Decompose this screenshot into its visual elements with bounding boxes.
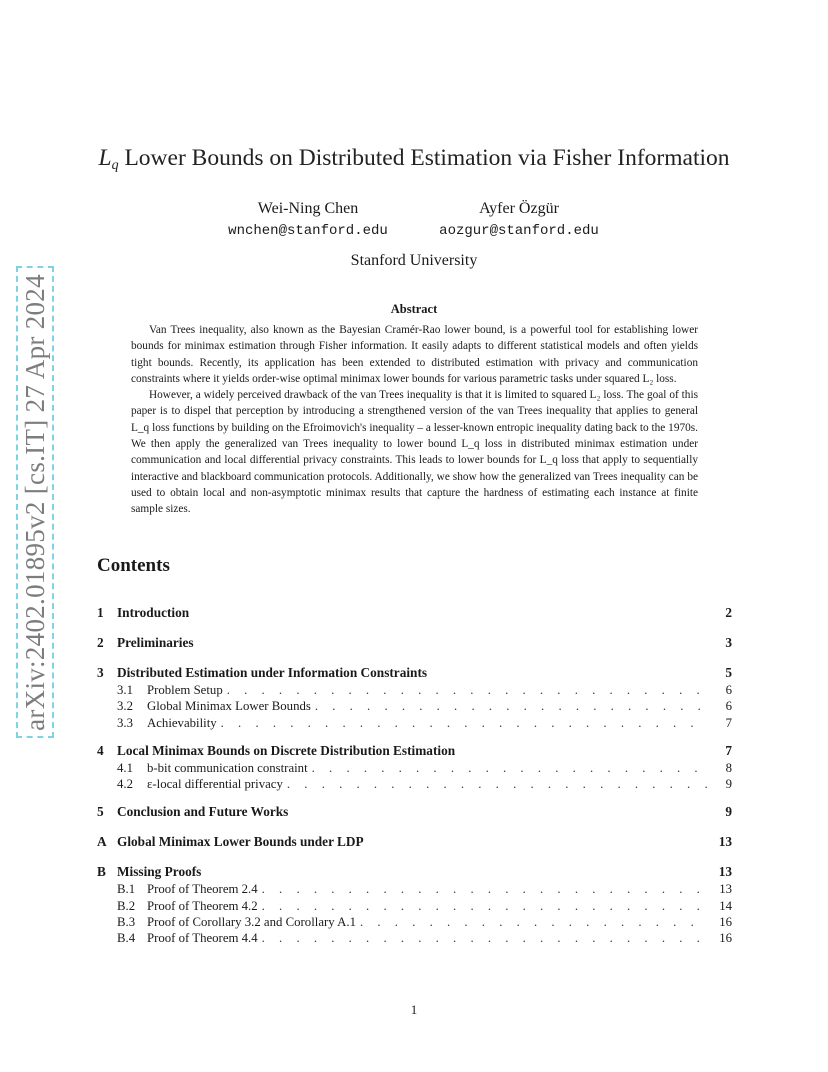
toc-leader (315, 698, 708, 714)
toc-title: Local Minimax Bounds on Discrete Distribution Estimation (117, 742, 456, 758)
toc-leader (360, 914, 708, 930)
toc-number: B.3 (117, 915, 136, 930)
toc-page: 13 (718, 834, 732, 850)
abstract-body (131, 322, 698, 518)
toc-title: Global Minimax Lower Bounds under LDP (117, 834, 364, 850)
toc-title: Global Minimax Lower Bounds (147, 699, 311, 714)
toc-page: 13 (718, 864, 732, 880)
title-symbol: L (98, 145, 112, 171)
toc-page: 5 (725, 665, 732, 680)
toc-number: B.2 (117, 898, 136, 913)
toc-page: 13 (719, 882, 732, 897)
toc-number: 4.2 (117, 777, 133, 792)
toc-leader (227, 682, 708, 698)
toc-title: Introduction (117, 605, 190, 620)
toc-page: 9 (725, 804, 732, 820)
toc-title: Achievability (147, 715, 217, 730)
toc-page: 3 (725, 635, 732, 650)
toc-leader (312, 760, 708, 776)
toc-number: 5 (97, 804, 104, 820)
toc-title: Missing Proofs (117, 864, 202, 880)
toc-title: Proof of Theorem 4.2 (147, 898, 258, 913)
toc-subsection[interactable] (97, 881, 732, 897)
toc-subsection[interactable] (97, 914, 732, 930)
affiliation: Stanford University (350, 252, 478, 269)
toc-leader (262, 881, 708, 897)
toc-number: 4 (97, 742, 104, 758)
toc-title: Proof of Corollary 3.2 and Corollary A.1 (147, 915, 356, 930)
toc-title: Problem Setup (147, 683, 223, 697)
title-subscript: q (111, 158, 119, 173)
author-2 (409, 200, 629, 239)
toc-subsection[interactable] (97, 898, 732, 914)
toc-leader (262, 930, 708, 946)
toc-number: B.4 (117, 931, 136, 946)
toc-page: 6 (725, 683, 732, 697)
toc-title: ε-local differential privacy (147, 777, 283, 792)
toc-number: 3 (97, 665, 104, 680)
toc-number: 2 (97, 635, 104, 650)
paper-title (0, 145, 828, 174)
toc-title: b-bit communication constraint (147, 760, 308, 775)
author-name: Ayfer Özgür (479, 200, 559, 217)
toc-section[interactable] (97, 604, 732, 622)
contents-heading: Contents (97, 555, 170, 576)
toc-section[interactable] (97, 634, 732, 652)
arxiv-stamp (16, 266, 54, 738)
toc-number: 3.3 (117, 715, 133, 730)
toc-section[interactable] (97, 863, 732, 881)
toc-title: Proof of Theorem 4.4 (147, 931, 258, 946)
toc-subsection[interactable] (97, 776, 732, 792)
arxiv-stamp-text: arXiv:2402.01895v2 [cs.IT] 27 Apr 2024 (19, 273, 50, 731)
toc-section[interactable] (97, 664, 732, 682)
toc-number: A (97, 834, 107, 850)
title-text: Lower Bounds on Distributed Estimation via Fisher Information (118, 145, 730, 171)
toc-section[interactable] (97, 803, 732, 821)
toc-title: Proof of Theorem 2.4 (147, 882, 258, 897)
toc-title: Conclusion and Future Works (117, 804, 289, 820)
toc-subsection[interactable] (97, 682, 732, 698)
toc-number: 3.1 (117, 683, 133, 697)
toc-title: Distributed Estimation under Information Constraints (117, 665, 428, 680)
toc-title: Preliminaries (117, 635, 194, 650)
abstract-paragraph-2: However, a widely perceived drawback of the van Trees inequality is that it is limited to squared L₂ loss. The goal of this paper is to dispel that perception by introducing a strengthened version of the van Trees inequality that applies to general L_q loss functions by building on the Efroimovich's inequality – a lesser-known entropic inequality dating back to the 1970s. We then apply the generalized van Trees inequality to lower bound L_q loss in distributed minimax estimation under communication and local differential privacy constraints. This leads to lower bounds for L_q loss that apply to sequentially interactive and blackboard communication protocols. Additionally, we show how the generalized van Trees inequality can be used to obtain local and non-asymptotic minimax results that capture the hardness of estimating each instance at finite sample sizes. (131, 389, 698, 516)
toc-number: 4.1 (117, 760, 133, 775)
toc-number: 3.2 (117, 699, 133, 714)
toc-page: 2 (725, 605, 732, 620)
abstract-paragraph-1: Van Trees inequality, also known as the Bayesian Cramér-Rao lower bound, is a powerful tool for establishing lower bounds for minimax estimation through Fisher information. It easily adapts to different statistical models and often yields tight bounds. Recently, its application has been extended to distributed estimation with privacy and communication constraints where it yields order-wise optimal minimax lower bounds for various parametric tasks under squared L₂ loss. (131, 324, 698, 385)
toc-subsection[interactable] (97, 698, 732, 714)
toc-subsection[interactable] (97, 760, 732, 776)
toc-number: 1 (97, 605, 104, 620)
author-1 (198, 200, 418, 239)
page-number: 1 (410, 1002, 418, 1017)
toc-page: 9 (725, 777, 732, 792)
toc-number: B.1 (117, 882, 136, 897)
toc-page: 6 (725, 699, 732, 714)
author-email[interactable]: wnchen@stanford.edu (228, 223, 388, 239)
toc-page: 16 (719, 915, 732, 930)
toc-page: 14 (719, 898, 732, 913)
toc-leader (262, 898, 708, 914)
toc-page: 8 (725, 760, 732, 775)
toc-number: B (97, 864, 106, 880)
author-name: Wei-Ning Chen (257, 200, 359, 217)
toc-page: 7 (725, 715, 732, 730)
toc-leader (287, 776, 708, 792)
toc-subsection[interactable] (97, 930, 732, 946)
abstract-heading: Abstract (390, 302, 438, 316)
table-of-contents (97, 604, 732, 947)
toc-subsection[interactable] (97, 715, 732, 731)
toc-section[interactable] (97, 742, 732, 760)
author-email[interactable]: aozgur@stanford.edu (439, 223, 599, 239)
toc-section[interactable] (97, 833, 732, 851)
toc-page: 16 (719, 931, 732, 946)
toc-page: 7 (725, 742, 732, 758)
toc-leader (221, 715, 708, 731)
